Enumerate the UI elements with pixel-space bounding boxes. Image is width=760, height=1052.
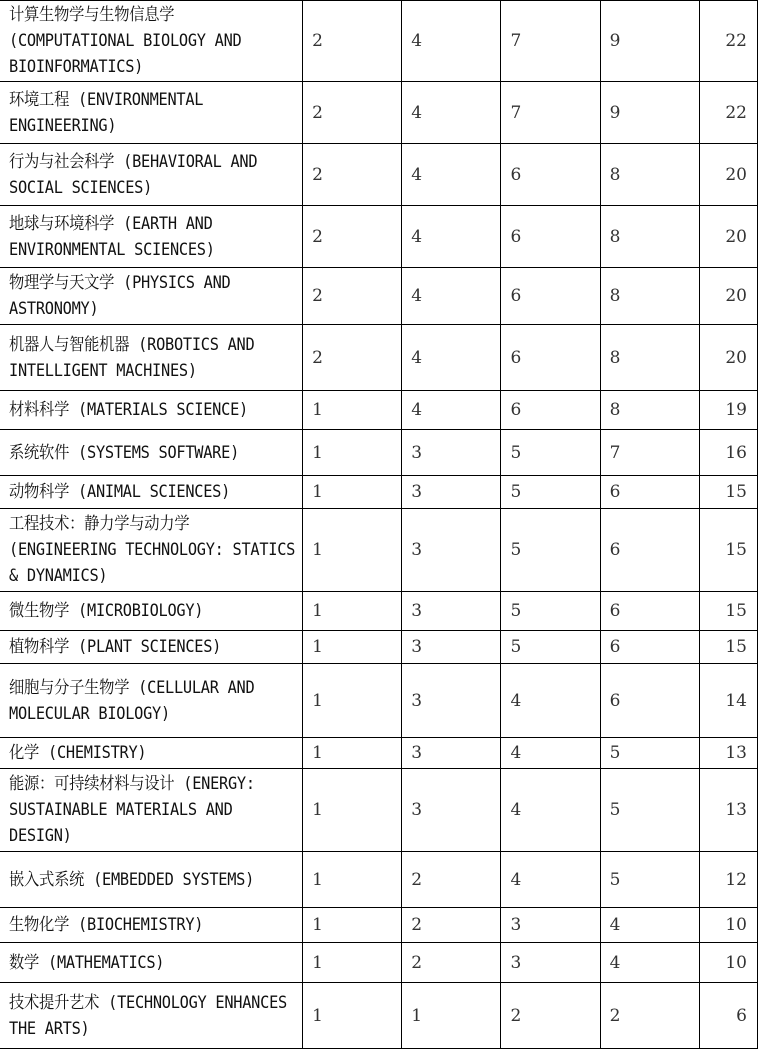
value-cell-c2: 3 — [402, 769, 501, 852]
value-cell-c3: 5 — [501, 509, 600, 592]
total-cell: 20 — [699, 206, 757, 268]
value-cell-c1: 1 — [303, 476, 402, 509]
row-label: 环境工程 (ENVIRONMENTAL ENGINEERING) — [9, 89, 204, 136]
row-label: 物理学与天文学 (PHYSICS AND ASTRONOMY) — [9, 273, 231, 319]
value-cell-c1: 1 — [303, 769, 402, 852]
value-cell-c4: 8 — [600, 325, 699, 391]
value-cell-c2: 1 — [402, 983, 501, 1049]
row-label: 能源：可持续材料与设计 (ENERGY: SUSTAINABLE MATERIALS AND DESIGN) — [9, 774, 255, 846]
value-cell-c1: 1 — [303, 664, 402, 738]
value-cell-c4: 7 — [600, 430, 699, 476]
value-cell-c2: 3 — [402, 738, 501, 769]
value-cell-c2: 3 — [402, 476, 501, 509]
value-cell-c1: 1 — [303, 908, 402, 943]
total-cell: 10 — [699, 943, 757, 983]
value-cell-c2: 3 — [402, 664, 501, 738]
value-cell-c3: 3 — [501, 943, 600, 983]
value-cell-c4: 4 — [600, 943, 699, 983]
row-label-cell — [0, 325, 303, 391]
table-row — [0, 852, 758, 908]
row-label-cell — [0, 509, 303, 592]
value-cell-c3: 6 — [501, 144, 600, 206]
value-cell-c1: 2 — [303, 144, 402, 206]
value-cell-c3: 4 — [501, 852, 600, 908]
value-cell-c3: 4 — [501, 664, 600, 738]
row-label-cell — [0, 391, 303, 430]
total-cell: 22 — [699, 82, 757, 144]
table-row — [0, 664, 758, 738]
value-cell-c4: 6 — [600, 509, 699, 592]
value-cell-c4: 5 — [600, 769, 699, 852]
value-cell-c3: 4 — [501, 769, 600, 852]
value-cell-c4: 8 — [600, 268, 699, 325]
row-label: 系统软件 (SYSTEMS SOFTWARE) — [9, 442, 240, 463]
value-cell-c1: 2 — [303, 206, 402, 268]
total-cell: 13 — [699, 738, 757, 769]
value-cell-c1: 2 — [303, 82, 402, 144]
value-cell-c3: 6 — [501, 391, 600, 430]
row-label: 动物科学 (ANIMAL SCIENCES) — [9, 482, 231, 502]
value-cell-c2: 4 — [402, 325, 501, 391]
table-body — [0, 1, 758, 1049]
total-cell: 6 — [699, 983, 757, 1049]
value-cell-c3: 6 — [501, 268, 600, 325]
value-cell-c1: 2 — [303, 1, 402, 82]
total-cell: 16 — [699, 430, 757, 476]
value-cell-c2: 4 — [402, 144, 501, 206]
total-cell: 19 — [699, 391, 757, 430]
value-cell-c2: 4 — [402, 206, 501, 268]
row-label: 地球与环境科学 (EARTH AND ENVIRONMENTAL SCIENCES) — [9, 213, 215, 260]
value-cell-c3: 5 — [501, 631, 600, 664]
total-cell: 15 — [699, 476, 757, 509]
value-cell-c2: 4 — [402, 268, 501, 325]
value-cell-c3: 5 — [501, 476, 600, 509]
table-row — [0, 592, 758, 631]
row-label: 数学 (MATHEMATICS) — [9, 952, 165, 973]
value-cell-c2: 3 — [402, 592, 501, 631]
table-row — [0, 509, 758, 592]
value-cell-c2: 4 — [402, 391, 501, 430]
row-label-cell — [0, 631, 303, 664]
value-cell-c4: 8 — [600, 206, 699, 268]
value-cell-c1: 1 — [303, 852, 402, 908]
total-cell: 14 — [699, 664, 757, 738]
table-row — [0, 983, 758, 1049]
row-label-cell — [0, 983, 303, 1049]
table-row — [0, 82, 758, 144]
row-label-cell — [0, 430, 303, 476]
value-cell-c1: 1 — [303, 430, 402, 476]
row-label-cell — [0, 476, 303, 509]
row-label: 机器人与智能机器 (ROBOTICS AND INTELLIGENT MACHINES) — [9, 334, 255, 381]
value-cell-c4: 8 — [600, 144, 699, 206]
value-cell-c4: 9 — [600, 1, 699, 82]
table-row — [0, 391, 758, 430]
total-cell: 15 — [699, 592, 757, 631]
row-label-cell — [0, 268, 303, 325]
value-cell-c3: 3 — [501, 908, 600, 943]
value-cell-c2: 2 — [402, 908, 501, 943]
value-cell-c4: 5 — [600, 852, 699, 908]
table-row — [0, 325, 758, 391]
value-cell-c4: 5 — [600, 738, 699, 769]
row-label: 工程技术：静力学与动力学 (ENGINEERING TECHNOLOGY: STATICS & DYNAMICS) — [9, 514, 296, 586]
table-row — [0, 631, 758, 664]
value-cell-c1: 1 — [303, 943, 402, 983]
value-cell-c3: 4 — [501, 738, 600, 769]
total-cell: 20 — [699, 144, 757, 206]
value-cell-c3: 5 — [501, 430, 600, 476]
table-row — [0, 268, 758, 325]
value-cell-c3: 6 — [501, 206, 600, 268]
value-cell-c4: 2 — [600, 983, 699, 1049]
value-cell-c2: 3 — [402, 509, 501, 592]
table-row — [0, 144, 758, 206]
row-label: 材料科学 (MATERIALS SCIENCE) — [9, 400, 248, 420]
row-label: 植物科学 (PLANT SCIENCES) — [9, 637, 222, 657]
value-cell-c2: 4 — [402, 82, 501, 144]
value-cell-c1: 1 — [303, 592, 402, 631]
row-label-cell — [0, 852, 303, 908]
value-cell-c2: 2 — [402, 943, 501, 983]
value-cell-c2: 4 — [402, 1, 501, 82]
table-row — [0, 943, 758, 983]
value-cell-c4: 6 — [600, 592, 699, 631]
row-label: 计算生物学与生物信息学 (COMPUTATIONAL BIOLOGY AND BIOINFORMATICS) — [9, 5, 242, 77]
row-label-cell — [0, 144, 303, 206]
value-cell-c1: 1 — [303, 391, 402, 430]
value-cell-c4: 4 — [600, 908, 699, 943]
row-label-cell — [0, 1, 303, 82]
total-cell: 15 — [699, 509, 757, 592]
value-cell-c3: 5 — [501, 592, 600, 631]
row-label-cell — [0, 943, 303, 983]
row-label: 细胞与分子生物学 (CELLULAR AND MOLECULAR BIOLOGY) — [9, 677, 255, 724]
value-cell-c4: 6 — [600, 664, 699, 738]
row-label-cell — [0, 908, 303, 943]
value-cell-c3: 7 — [501, 82, 600, 144]
total-cell: 12 — [699, 852, 757, 908]
total-cell: 20 — [699, 325, 757, 391]
value-cell-c3: 6 — [501, 325, 600, 391]
table-row — [0, 206, 758, 268]
table-row — [0, 738, 758, 769]
value-cell-c4: 6 — [600, 476, 699, 509]
row-label-cell — [0, 592, 303, 631]
total-cell: 10 — [699, 908, 757, 943]
value-cell-c3: 2 — [501, 983, 600, 1049]
table-row — [0, 769, 758, 852]
row-label: 技术提升艺术 (TECHNOLOGY ENHANCES THE ARTS) — [9, 992, 287, 1039]
total-cell: 15 — [699, 631, 757, 664]
value-cell-c3: 7 — [501, 1, 600, 82]
value-cell-c1: 2 — [303, 268, 402, 325]
row-label-cell — [0, 82, 303, 144]
value-cell-c2: 2 — [402, 852, 501, 908]
value-cell-c2: 3 — [402, 631, 501, 664]
value-cell-c1: 1 — [303, 983, 402, 1049]
table-row — [0, 430, 758, 476]
row-label: 行为与社会科学 (BEHAVIORAL AND SOCIAL SCIENCES) — [9, 151, 258, 198]
value-cell-c4: 6 — [600, 631, 699, 664]
row-label-cell — [0, 206, 303, 268]
row-label: 嵌入式系统 (EMBEDDED SYSTEMS) — [9, 869, 255, 890]
value-cell-c4: 8 — [600, 391, 699, 430]
row-label-cell — [0, 738, 303, 769]
value-cell-c1: 1 — [303, 631, 402, 664]
row-label: 生物化学 (BIOCHEMISTRY) — [9, 915, 204, 935]
table-row — [0, 1, 758, 82]
value-cell-c1: 1 — [303, 738, 402, 769]
row-label-cell — [0, 664, 303, 738]
row-label-cell — [0, 769, 303, 852]
value-cell-c1: 2 — [303, 325, 402, 391]
total-cell: 20 — [699, 268, 757, 325]
table-row — [0, 476, 758, 509]
value-cell-c2: 3 — [402, 430, 501, 476]
table-row — [0, 908, 758, 943]
row-label: 微生物学 (MICROBIOLOGY) — [9, 601, 204, 621]
total-cell: 13 — [699, 769, 757, 852]
total-cell: 22 — [699, 1, 757, 82]
value-cell-c4: 9 — [600, 82, 699, 144]
value-cell-c1: 1 — [303, 509, 402, 592]
row-label: 化学 (CHEMISTRY) — [9, 743, 147, 763]
